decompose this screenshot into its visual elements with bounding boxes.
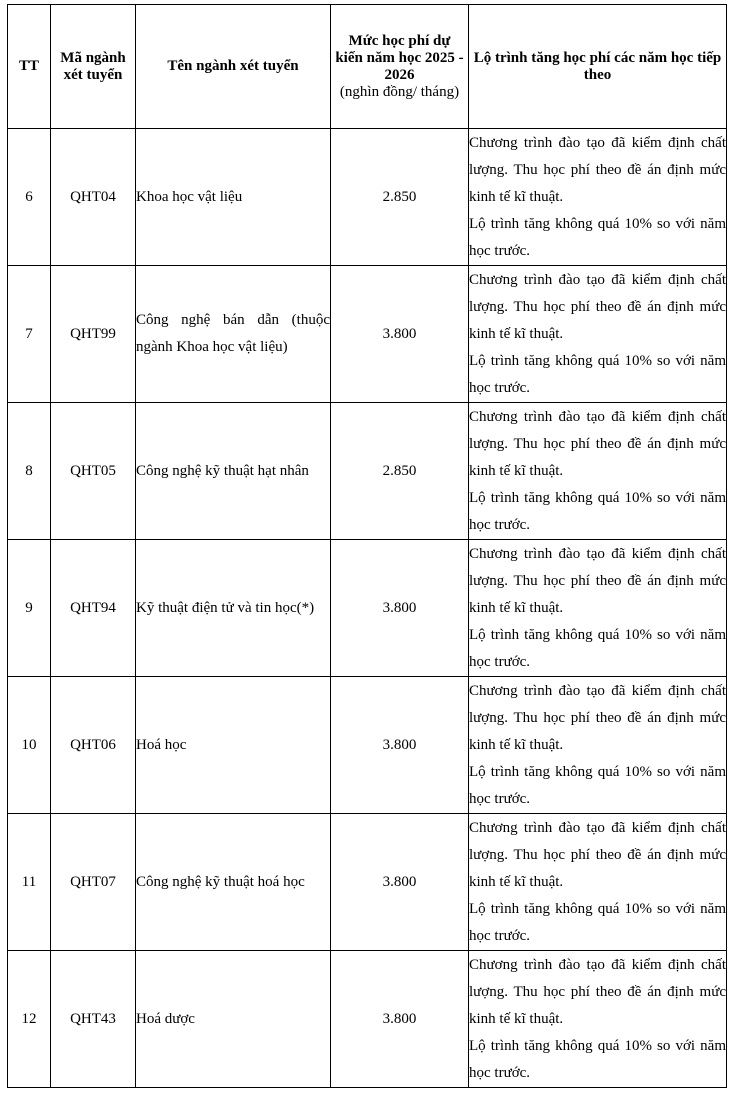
tuition-fee-table: [7, 4, 727, 1088]
table-row: [8, 266, 727, 403]
cell-name: Công nghệ kỹ thuật hoá học: [136, 814, 331, 951]
roadmap-increase-text: Lộ trình tăng không quá 10% so với năm học trước.: [469, 626, 726, 670]
cell-fee: 3.800: [331, 540, 469, 677]
cell-code: QHT94: [51, 540, 136, 677]
cell-name: Công nghệ kỹ thuật hạt nhân: [136, 403, 331, 540]
header-tt: [8, 5, 51, 129]
header-tt-label: TT: [18, 58, 39, 74]
cell-code: QHT04: [51, 129, 136, 266]
table-header-row: [8, 5, 727, 129]
roadmap-accreditation-text: Chương trình đào tạo đã kiểm định chất lượng. Thu học phí theo đề án định mức kinh tế kĩ thuật.: [469, 271, 726, 342]
roadmap-increase-text: Lộ trình tăng không quá 10% so với năm học trước.: [469, 763, 726, 807]
cell-tt: 8: [8, 403, 51, 540]
roadmap-increase-text: Lộ trình tăng không quá 10% so với năm học trước.: [469, 900, 726, 944]
roadmap-accreditation-text: Chương trình đào tạo đã kiểm định chất lượng. Thu học phí theo đề án định mức kinh tế kĩ thuật.: [469, 545, 726, 616]
cell-code: QHT07: [51, 814, 136, 951]
header-fee: [331, 5, 469, 129]
cell-tt: 9: [8, 540, 51, 677]
roadmap-accreditation-text: Chương trình đào tạo đã kiểm định chất lượng. Thu học phí theo đề án định mức kinh tế kĩ thuật.: [469, 682, 726, 753]
cell-roadmap: [469, 677, 727, 814]
roadmap-accreditation-text: Chương trình đào tạo đã kiểm định chất lượng. Thu học phí theo đề án định mức kinh tế kĩ thuật.: [469, 819, 726, 890]
cell-tt: 11: [8, 814, 51, 951]
header-fee-title: Mức học phí dự kiến năm học 2025 - 2026: [335, 32, 464, 83]
table-row: [8, 814, 727, 951]
cell-tt: 12: [8, 951, 51, 1088]
cell-name: Kỹ thuật điện tử và tin học(*): [136, 540, 331, 677]
cell-roadmap: [469, 540, 727, 677]
cell-fee: 2.850: [331, 403, 469, 540]
cell-code: QHT43: [51, 951, 136, 1088]
cell-name: Hoá dược: [136, 951, 331, 1088]
roadmap-accreditation-text: Chương trình đào tạo đã kiểm định chất lượng. Thu học phí theo đề án định mức kinh tế kĩ thuật.: [469, 956, 726, 1027]
table-row: [8, 129, 727, 266]
roadmap-increase-text: Lộ trình tăng không quá 10% so với năm học trước.: [469, 352, 726, 396]
table-row: [8, 677, 727, 814]
roadmap-increase-text: Lộ trình tăng không quá 10% so với năm học trước.: [469, 1037, 726, 1081]
cell-roadmap: [469, 129, 727, 266]
cell-fee: 3.800: [331, 677, 469, 814]
table-row: [8, 540, 727, 677]
cell-fee: 2.850: [331, 129, 469, 266]
roadmap-increase-text: Lộ trình tăng không quá 10% so với năm học trước.: [469, 215, 726, 259]
header-code-label: Mã ngành xét tuyển: [60, 49, 126, 83]
cell-tt: 6: [8, 129, 51, 266]
header-roadmap: [469, 5, 727, 129]
header-fee-unit: (nghìn đồng/ tháng): [339, 83, 460, 100]
header-name-label: Tên ngành xét tuyển: [167, 58, 299, 74]
cell-roadmap: [469, 403, 727, 540]
cell-name: Công nghệ bán dẫn (thuộc ngành Khoa học vật liệu): [136, 266, 331, 403]
cell-fee: 3.800: [331, 266, 469, 403]
cell-code: QHT06: [51, 677, 136, 814]
cell-fee: 3.800: [331, 951, 469, 1088]
cell-tt: 7: [8, 266, 51, 403]
header-name: [136, 5, 331, 129]
cell-roadmap: [469, 266, 727, 403]
cell-name: Khoa học vật liệu: [136, 129, 331, 266]
cell-code: QHT05: [51, 403, 136, 540]
cell-fee: 3.800: [331, 814, 469, 951]
cell-tt: 10: [8, 677, 51, 814]
table-row: [8, 403, 727, 540]
cell-roadmap: [469, 951, 727, 1088]
roadmap-accreditation-text: Chương trình đào tạo đã kiểm định chất lượng. Thu học phí theo đề án định mức kinh tế kĩ thuật.: [469, 134, 726, 205]
roadmap-increase-text: Lộ trình tăng không quá 10% so với năm học trước.: [469, 489, 726, 533]
roadmap-accreditation-text: Chương trình đào tạo đã kiểm định chất lượng. Thu học phí theo đề án định mức kinh tế kĩ thuật.: [469, 408, 726, 479]
header-roadmap-label: Lộ trình tăng học phí các năm học tiếp theo: [473, 49, 722, 83]
cell-code: QHT99: [51, 266, 136, 403]
cell-name: Hoá học: [136, 677, 331, 814]
table-row: [8, 951, 727, 1088]
header-code: [51, 5, 136, 129]
cell-roadmap: [469, 814, 727, 951]
